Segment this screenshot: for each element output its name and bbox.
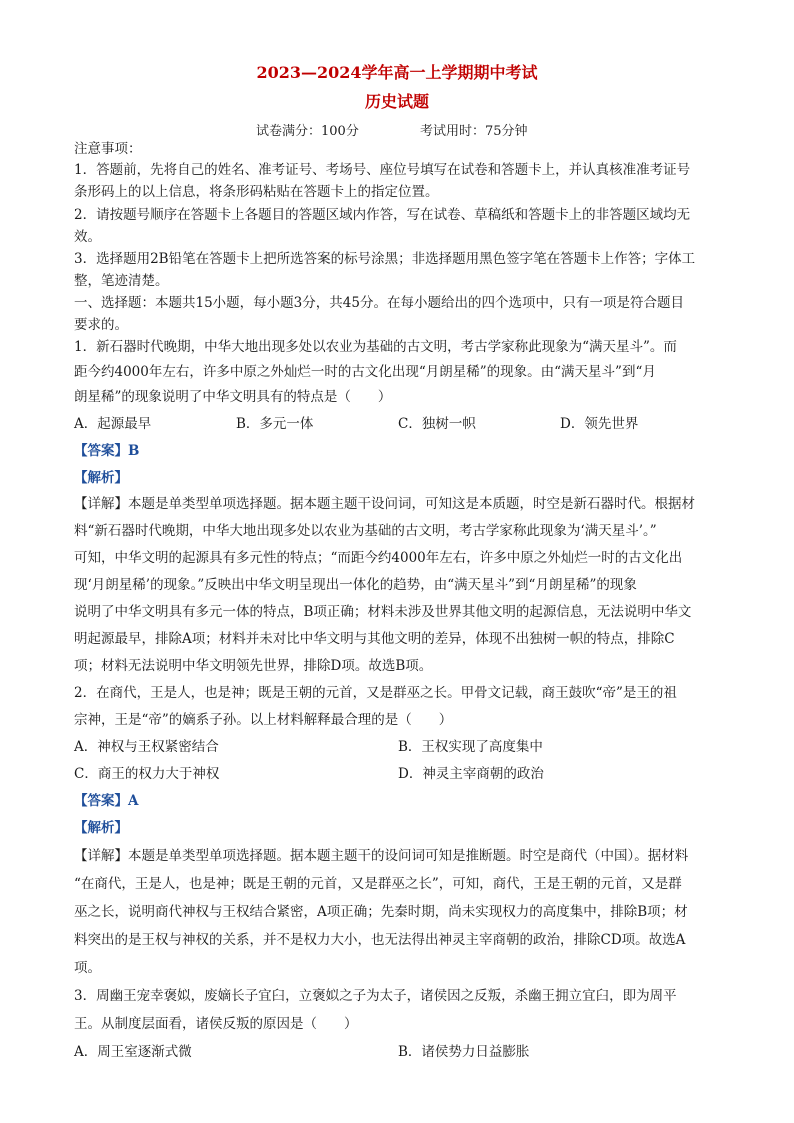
question-stem: 3．周幽王宠幸褒姒，废嫡长子宜臼，立褒姒之子为太子，诸侯因之反叛，杀幽王拥立宜臼，即为周平 [74,988,677,1004]
option-b: B．多元一体 [236,416,314,432]
answer-label: 【答案】B [74,443,140,459]
notice-line: 2．请按题号顺序在答题卡上各题目的答题区域内作答，写在试卷、草稿纸和答题卡上的非答题区域均无 [74,207,691,223]
question-stem: 1．新石器时代晚期，中华大地出现多处以农业为基础的古文明，考古学家称此现象为“满天星斗”。而 [74,339,677,355]
detail-line: 可知，中华文明的起源具有多元性的特点；“而距今约4000年左右，许多中原之外灿烂一时的古文化出 [74,550,683,566]
question-stem: 宗神，王是“帝”的嫡系子孙。以上材料解释最合理的是（ ） [74,712,453,728]
detail-line: “在商代，王是人，也是神；既是王朝的元首，又是群巫之长”，可知，商代，王是王朝的元首，又是群 [74,876,682,892]
notice-heading: 注意事项： [74,141,142,157]
option-c: C．独树一帜 [398,416,476,432]
question-stem: 王。从制度层面看，诸侯反叛的原因是（ ） [74,1016,358,1032]
detail-line: 【详解】本题是单类型单项选择题。据本题主题干设问词，可知这是本质题，时空是新石器时代。根据材 [74,496,695,512]
question-stem: 距今约4000年左右，许多中原之外灿烂一时的古文化出现“月朗星稀”的现象。由“满天星斗”到“月 [74,364,656,380]
detail-line: 说明了中华文明具有多元一体的特点，B项正确；材料未涉及世界其他文明的起源信息，无法说明中华文 [74,604,692,620]
analysis-label: 【解析】 [74,820,128,836]
option-d: D．领先世界 [560,416,639,432]
detail-line: 项；材料无法说明中华文明领先世界，排除D项。故选B项。 [74,658,433,674]
option-a: A．周王室逐渐式微 [74,1044,192,1060]
option-c: C．商王的权力大于神权 [74,766,220,782]
analysis-label: 【解析】 [74,470,128,486]
notice-line: 3．选择题用2B铅笔在答题卡上把所选答案的标号涂黑；非选择题用黑色签字笔在答题卡上作答；字体工 [74,251,696,267]
exam-time: 考试用时：75分钟 [420,124,528,139]
section-heading: 一、选择题：本题共15小题，每小题3分，共45分。在每小题给出的四个选项中，只有一项是符合题目 [74,295,684,311]
notice-line: 条形码上的以上信息，将条形码粘贴在答题卡上的指定位置。 [74,184,439,200]
detail-line: 巫之长，说明商代神权与王权结合紧密，A项正确；先秦时期，尚未实现权力的高度集中，排除B项；材 [74,904,688,920]
option-a: A．起源最早 [74,416,152,432]
detail-line: 料突出的是王权与神权的关系，并不是权力大小，也无法得出神灵主宰商朝的政治，排除CD项。故选A [74,932,686,948]
notice-line: 效。 [74,229,101,245]
option-d: D．神灵主宰商朝的政治 [398,766,544,782]
answer-label: 【答案】A [74,793,139,809]
subject-title: 历史试题 [364,92,429,111]
option-b: B．王权实现了高度集中 [398,739,543,755]
exam-title: 2023—2024学年高一上学期期中考试 [256,63,538,82]
notice-line: 整，笔迹清楚。 [74,273,169,289]
question-stem: 2．在商代，王是人，也是神；既是王朝的元首，又是群巫之长。甲骨文记载，商王鼓吹“帝”是王的祖 [74,685,677,701]
detail-line: 明起源最早，排除A项；材料并未对比中华文明与其他文明的差异，体现不出独树一帜的特点，排除C [74,631,675,647]
option-b: B．诸侯势力日益膨胀 [398,1044,530,1060]
section-heading: 要求的。 [74,317,128,333]
full-score: 试卷满分：100分 [256,124,359,139]
question-stem: 朗星稀”的现象说明了中华文明具有的特点是（ ） [74,389,392,405]
detail-line: 项。 [74,960,101,976]
detail-line: 【详解】本题是单类型单项选择题。据本题主题干的设问词可知是推断题。时空是商代（中国）。据材料 [74,848,689,864]
detail-line: 料“新石器时代晚期，中华大地出现多处以农业为基础的古文明，考古学家称此现象为‘满天星斗’。” [74,523,657,539]
notice-line: 1．答题前，先将自己的姓名、准考证号、考场号、座位号填写在试卷和答题卡上，并认真核准准考证号 [74,162,691,178]
detail-line: 现‘月朗星稀’的现象。”反映出中华文明呈现出一体化的趋势，由“满天星斗”到“月朗星稀”的现象 [74,577,637,593]
option-a: A．神权与王权紧密结合 [74,739,219,755]
